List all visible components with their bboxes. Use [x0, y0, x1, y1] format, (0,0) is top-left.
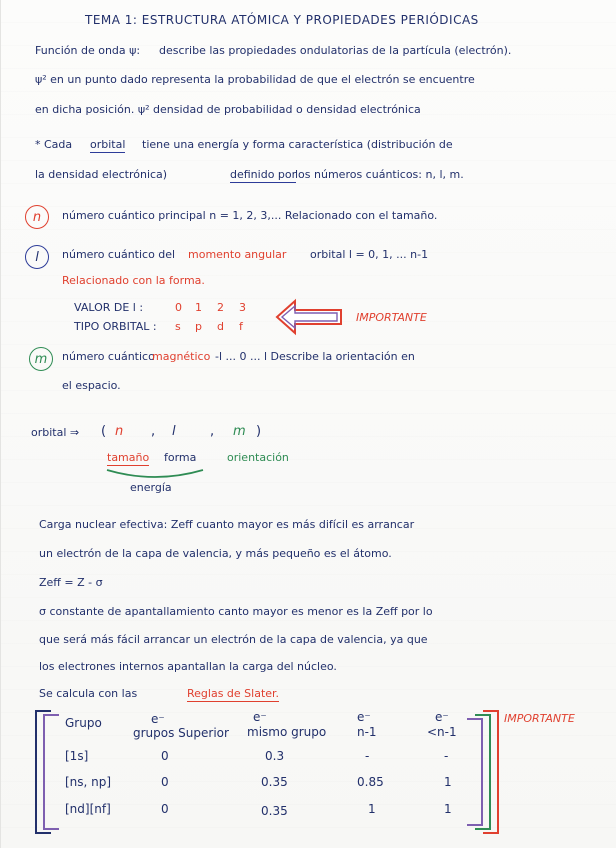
table-row-3-superior: 0 — [161, 802, 169, 816]
orbital-set-label: orbital ⇒ — [31, 426, 80, 439]
carga-line4: que será más fácil arrancar un electrón de la capa de valencia, ya que — [39, 633, 428, 646]
orbital-note-line2-rest: los números cuánticos: n, l, m. — [295, 168, 464, 181]
important-label-1: IMPORTANTE — [356, 311, 427, 324]
carga-formula: Zeff = Z - σ — [39, 576, 103, 589]
valor-0: 0 — [175, 301, 182, 314]
orbital-note-prefix: * Cada — [35, 138, 73, 151]
intro-line3-text: en dicha posición. ψ² densidad de probabilidad o densidad electrónica — [35, 103, 421, 116]
important-label-2: IMPORTANTE — [504, 712, 575, 725]
table-bracket-right-inner-2 — [467, 718, 483, 826]
tipo-0: s — [175, 320, 181, 333]
orbital-set-n: n — [115, 424, 124, 439]
valor-2: 2 — [217, 301, 224, 314]
table-header-n1-top: e⁻ — [357, 710, 371, 724]
important-arrow — [271, 295, 347, 339]
table-header-nless-bottom: <n-1 — [427, 725, 457, 739]
orbital-note-defined-by: definido por — [230, 169, 296, 183]
tipo-1: p — [195, 320, 202, 333]
quantum-m-text-end: -l ... 0 ... l Describe la orientación en — [215, 350, 415, 363]
table-row-2-n1: 0.85 — [357, 775, 384, 789]
table-row-2-superior: 0 — [161, 775, 169, 789]
table-row-1-nless: - — [444, 749, 449, 763]
quantum-n-circle — [25, 205, 49, 229]
quantum-l-text-2: Relacionado con la forma. — [62, 274, 205, 287]
tipo-2: d — [217, 320, 224, 333]
orbital-set-close-paren: ) — [256, 424, 262, 439]
table-row-3-nless: 1 — [444, 802, 452, 816]
quantum-l-text-red: momento angular — [188, 248, 287, 261]
quantum-n-symbol: n — [32, 209, 42, 225]
orbital-set-m: m — [233, 424, 246, 439]
intro-line2-text: ψ² en un punto dado representa la probabilidad de que el electrón se encuentre — [35, 73, 475, 86]
quantum-l-symbol: l — [35, 249, 39, 265]
quantum-n-text: número cuántico principal n = 1, 2, 3,... Relacionado con el tamaño. — [62, 209, 438, 222]
orbital-set-open-paren: ( — [101, 424, 107, 439]
quantum-m-text-start: número cuántico — [62, 350, 155, 363]
carga-line6-start: Se calcula con las — [39, 687, 138, 700]
table-header-superior-top: e⁻ — [151, 712, 165, 726]
carga-line5: los electrones internos apantallan la carga del núcleo. — [39, 660, 337, 673]
valor-1: 1 — [195, 301, 202, 314]
orbital-note-orbital: orbital — [90, 139, 125, 153]
page-title: TEMA 1: ESTRUCTURA ATÓMICA Y PROPIEDADES PERIÓDICAS — [85, 13, 479, 27]
quantum-l-text-end: orbital l = 0, 1, ... n-1 — [310, 248, 429, 261]
orbital-set-tamano: tamaño — [107, 452, 149, 466]
quantum-m-text-red: magnético — [152, 350, 211, 363]
orbital-set-energia: energía — [130, 481, 172, 494]
quantum-m-symbol: m — [34, 351, 48, 367]
table-bracket-left-inner — [43, 714, 59, 830]
table-row-1-grupo: [1s] — [65, 749, 89, 763]
energia-bracket — [105, 468, 205, 482]
quantum-m-text-2: el espacio. — [62, 379, 121, 392]
orbital-note-line1: tiene una energía y forma característica (distribución de — [142, 138, 453, 151]
orbital-set-forma: forma — [164, 451, 197, 464]
table-row-1-superior: 0 — [161, 749, 169, 763]
carga-line3: σ constante de apantallamiento canto mayor es menor es la Zeff por lo — [39, 605, 433, 618]
quantum-l-circle — [25, 245, 49, 269]
intro-line1-label: Función de onda ψ: — [35, 44, 141, 57]
valor-3: 3 — [239, 301, 246, 314]
table-row-2-mismo: 0.35 — [261, 775, 288, 789]
quantum-l-text-start: número cuántico del — [62, 248, 176, 261]
carga-line1: Carga nuclear efectiva: Zeff cuanto mayor es más difícil es arrancar — [39, 518, 415, 531]
table-row-3-mismo: 0.35 — [261, 804, 288, 818]
slater-table — [35, 700, 505, 846]
table-header-mismo-bottom: mismo grupo — [247, 725, 327, 739]
orbital-set-l: l — [172, 424, 176, 439]
tipo-label: TIPO ORBITAL : — [74, 320, 157, 333]
table-row-3-n1: 1 — [368, 802, 376, 816]
carga-line6-red: Reglas de Slater. — [187, 688, 279, 702]
intro-line1-text: describe las propiedades ondulatorias de la partícula (electrón). — [159, 44, 512, 57]
orbital-set-orientacion: orientación — [227, 451, 289, 464]
tipo-3: f — [239, 320, 243, 333]
orbital-note-line2-start: la densidad electrónica) — [35, 168, 168, 181]
table-row-3-grupo: [nd][nf] — [65, 802, 111, 816]
table-header-superior-bottom: grupos Superior — [133, 726, 229, 740]
orbital-set-comma-2: , — [210, 424, 215, 439]
valor-label: VALOR DE l : — [74, 301, 144, 314]
orbital-set-comma-1: , — [151, 424, 156, 439]
table-row-2-grupo: [ns, np] — [65, 775, 112, 789]
table-row-1-n1: - — [365, 749, 370, 763]
table-header-mismo-top: e⁻ — [253, 710, 267, 724]
carga-line2: un electrón de la capa de valencia, y más pequeño es el átomo. — [39, 547, 392, 560]
table-header-grupo: Grupo — [65, 716, 102, 730]
table-row-2-nless: 1 — [444, 775, 452, 789]
left-arrow-icon — [271, 295, 347, 339]
table-header-nless-top: e⁻ — [435, 710, 449, 724]
table-header-n1-bottom: n-1 — [357, 725, 377, 739]
table-row-1-mismo: 0.3 — [265, 749, 285, 763]
quantum-m-circle — [29, 347, 53, 371]
